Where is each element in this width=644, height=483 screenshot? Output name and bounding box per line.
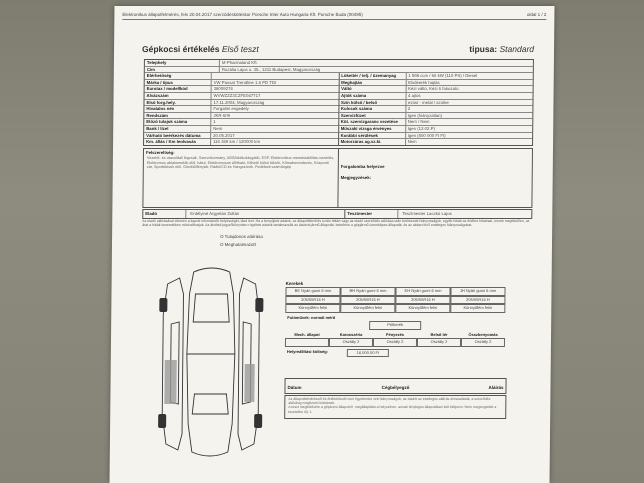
row-value: JKR-609	[213, 112, 231, 118]
row-label: Cím	[145, 67, 220, 73]
row-value: Nem / Nem	[407, 119, 430, 125]
disclaimer-text: Az eladó aláírásával elismeri a kapott információk helyességét, lásd lent. Ha a benyújtott adatok, az állapotfelmérés során feltárt vagy az eladó szerződés aláírása után beérkezett hiányosságok, egyéb hibák az értékre kihatnak, ennek megfelelően, az árat a hibák ismeretében módosíthatjuk. Az átvételi jegyzőkönyvben rögzített adatok tartalmazzák az átadott jármű állapotát, beleértve a gépjármű üzemképes állapotát, és az abban lévő esetleges hiányosságokat.	[142, 219, 530, 228]
row-value: 1 598 ccm / 66 kW (110 PS) / Diesel	[408, 73, 478, 79]
row-label: Lökettér / telj. / üzemanyag	[339, 73, 406, 79]
equipment-notes-box	[142, 148, 533, 208]
row-value: Igen (12.02.P)	[407, 125, 435, 131]
row-value: 1	[213, 119, 216, 125]
row-value: Kézi váltó, Kézi 6 fokozatú	[408, 86, 459, 92]
wheel-rim: Könnyűfém felni	[395, 304, 450, 313]
wheel-size: 205/55R16 H	[450, 296, 505, 305]
row-value: Elsőkerék hajtás	[408, 79, 440, 85]
tester-label: Tesztmester	[345, 210, 398, 218]
owner-option-proxy: O Meghatalmazott	[219, 242, 256, 247]
row-label: Ajtók száma	[339, 93, 406, 99]
wheel-size: 205/55R16 H	[395, 296, 450, 305]
row-value: WVWZZZ3CZFE047717	[213, 92, 261, 98]
condition-header: Fényezés	[386, 331, 405, 337]
wheels-label: Kerekek	[285, 281, 304, 286]
wheels-table	[285, 281, 506, 357]
condition-header: Mech. állapot	[294, 331, 320, 337]
wheel-header: BH Nyári gumi 6 mm	[340, 287, 395, 296]
forgalomba-label: Forgalomba helyezve	[340, 164, 385, 169]
condition-value: Osztály 2	[417, 338, 461, 347]
wheel-header: BE Nyári gumi 6 mm	[285, 287, 340, 296]
equipment-section	[143, 149, 339, 207]
wheel-size: 205/55R16 H	[340, 296, 395, 305]
header-right: oldal 1 / 2	[526, 12, 547, 17]
row-value: 17.11.2004, Magyarország	[213, 99, 265, 105]
condition-value-row	[285, 338, 505, 347]
document-title	[142, 44, 259, 54]
title-type: Első teszt	[221, 44, 259, 54]
row-label: Köt. szervizgaranc vezetése	[339, 119, 406, 125]
row-value: Rozália Lajos u. 35., 1211 Budapest, Magyarország	[221, 66, 321, 72]
condition-header: Karosszéria	[339, 331, 363, 337]
two-column-section	[144, 73, 533, 145]
tipus-label: tipusa:	[469, 44, 498, 54]
row-label: Eurotax / modellkód	[145, 86, 212, 92]
condition-header: Összbenyomás	[468, 331, 498, 337]
left-column	[144, 73, 339, 145]
wheel-rim: Könnyűfém felni	[285, 304, 340, 313]
damage-mark-right	[244, 364, 254, 402]
row-label: Km. állás / Km leolvasás	[144, 139, 211, 145]
repair-cost-label: Helyreállítási költség:	[286, 348, 329, 354]
row-label: Rendszám	[144, 113, 211, 119]
row-value: M-Pharmaland Kft.	[221, 60, 258, 65]
damage-mark-left	[164, 360, 176, 404]
wheel-icon	[158, 414, 166, 428]
row-value: Nem	[213, 125, 223, 131]
car-damage-diagram	[148, 264, 274, 464]
row-label: Váltó	[339, 86, 406, 92]
row-label: Telephely	[145, 60, 220, 66]
date-label: Dátum	[287, 385, 302, 390]
row-label: Kulcsok száma	[339, 106, 406, 112]
wheels-rim-row	[285, 304, 505, 313]
header-rule	[122, 19, 546, 20]
row-value: ezüst - metál / szürke	[407, 99, 449, 105]
wheel-rim: Könnyűfém felni	[340, 304, 395, 313]
row-value: Igen (500 000 Ft Ft)	[407, 132, 446, 138]
row-value: 2	[407, 106, 411, 112]
wheels-header-row	[285, 287, 505, 296]
row-label: Elérhetőség	[145, 73, 212, 79]
row-label: Márka / típus	[145, 80, 212, 86]
wheel-size: 205/55R16 H	[285, 296, 340, 305]
seller-label: Eladó	[143, 210, 186, 218]
row-label: Alvázszám	[145, 93, 212, 99]
row-label: Szín külső / belső	[339, 100, 406, 106]
info-row	[145, 67, 533, 74]
footer-signature-box	[284, 378, 506, 394]
stamp-label: Cégbélyegző	[381, 385, 410, 390]
closing-text-1: Az állapotfelmérésnél és értékelésnél nem figyelembe vett hiányosságok, az eladót az esetleges aláírás elmaradását, a szerződés aláírásig megfizetni kötelesek.	[288, 397, 491, 406]
row-label: Előző tulajok száma	[144, 119, 211, 125]
title-text: Gépkocsi értékelés	[141, 44, 220, 54]
tipus-value: Standard	[499, 44, 535, 54]
info-row	[145, 60, 533, 67]
row-label: Korábbi sérülések	[339, 133, 406, 139]
spare-row	[285, 321, 505, 330]
row-label: Várható beérkezés dátuma	[144, 133, 211, 139]
row-label: Szervizfüzet	[339, 113, 406, 119]
wheel-icon	[254, 414, 262, 428]
row-value: 38009274	[213, 86, 233, 92]
vehicle-data-grid	[143, 59, 534, 146]
spare-wheel-value: Pótkerék	[369, 321, 421, 330]
page-header	[122, 12, 546, 17]
closing-box	[284, 395, 506, 419]
wheel-rim: Könnyűfém felni	[450, 304, 505, 313]
signature-row	[142, 209, 532, 219]
tester-value: Tesztmester Laczkó Lajos	[402, 211, 452, 216]
row-label: Bank / lízel	[144, 126, 211, 132]
row-value: VW Passat Trendline 1.6 PD TDI	[213, 79, 277, 85]
row-label: Műszaki vizsga érvényes	[339, 126, 406, 132]
notes-section	[338, 149, 532, 207]
repair-cost-row	[285, 349, 505, 358]
wheel-icon	[255, 298, 263, 312]
owner-option-owner: O Tulajdonos aláírása	[220, 234, 263, 239]
row-value: 116 369 km / 120000 km	[213, 139, 261, 145]
right-column	[339, 73, 533, 145]
wheel-header: JH Nyári gumi 6 mm	[450, 287, 505, 296]
condition-value: Osztály 2	[461, 338, 505, 347]
equipment-label: Felszereltség:	[145, 150, 175, 155]
row-value: Forgalmi engedély	[213, 106, 249, 112]
wheels-size-row	[285, 296, 505, 305]
futomu-label: Futóművek: normál mérő	[287, 314, 336, 320]
wheel-icon	[159, 298, 167, 312]
closing-text-2: A teszt megkötésére a gépkocsi állapotról, megállapítást a helyszínen, annak tényleges állapotában kell kifejezni. Nem megengedett a tesztelési díj: 1.	[288, 405, 497, 414]
header-left: Elektronikus állapotfelmérés, felv 20.04.2017 szerződéskötéskor Porsche Inter Auto Hungaria Kft. Porsche Buda (00495)	[122, 12, 363, 17]
row-value: Nem	[407, 139, 417, 145]
row-label: Hivatalos név	[144, 106, 211, 112]
notes-label: Megjegyzések:	[340, 175, 372, 180]
row-label: Meghajtás	[339, 80, 406, 86]
row-value: 4 ajtós	[408, 92, 421, 98]
signature-label: Aláírás	[488, 385, 504, 390]
row-label: Első forg.hely.	[144, 100, 211, 106]
row-value: Igen (hiányzatlan)	[407, 112, 443, 118]
row-label: Motorzáras ag.sz.ki.	[339, 139, 406, 145]
document-page	[110, 6, 555, 483]
condition-value	[285, 338, 329, 347]
repair-cost-value: 16,000.00 Ft	[347, 349, 389, 358]
condition-value: Osztály 2	[373, 338, 417, 347]
condition-header: Belső tér	[430, 331, 448, 337]
row-value: 20.05.2017	[213, 132, 235, 138]
seller-value: Erdélyiné Argyelán Zoltán	[186, 210, 345, 218]
wheel-header: EH Nyári gumi 6 mm	[395, 287, 450, 296]
document-tipus	[469, 44, 534, 54]
condition-value: Osztály 2	[329, 338, 373, 347]
row-value	[212, 73, 339, 79]
equipment-text: Vezetői- és utasoldali légzsák, Szervókormány, ABS/blokkolásgátló, ESP, Elektronikus menetstabilitás-vezérlés, Elektromos ablakemelők elöl, hátul, Elektromosan állítható, fűthető külső tükrök, Klímaberendezés, Központi zár, Sportülések elöl, Gördülőfénytár, Rádió/CD és Hangszórók, Fedélzeti számítógép	[146, 156, 335, 170]
